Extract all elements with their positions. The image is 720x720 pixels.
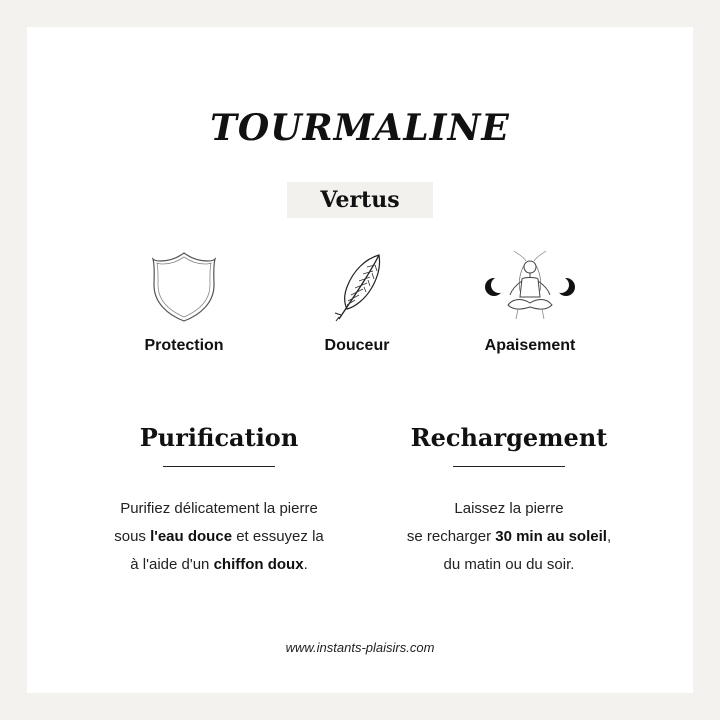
text-fragment: sous	[114, 528, 151, 545]
page-title: TOURMALINE	[210, 107, 510, 149]
text-emphasis: chiffon doux	[213, 556, 304, 573]
purification-text	[69, 495, 369, 579]
purification-divider	[163, 466, 275, 467]
text-fragment: à l'aide d'un	[130, 556, 214, 573]
info-card	[27, 27, 693, 693]
recharge-section	[359, 422, 659, 579]
recharge-title: Rechargement	[410, 423, 608, 452]
recharge-text	[359, 495, 659, 579]
text-emphasis: l'eau douce	[150, 528, 233, 545]
purification-line-3	[69, 551, 369, 579]
section-label-text: Vertus	[320, 187, 400, 213]
virtue-label: Protection	[144, 337, 224, 354]
section-label-vertus	[287, 182, 433, 218]
recharge-line-1: Laissez la pierre	[454, 500, 564, 517]
virtue-douceur	[277, 247, 437, 355]
website-url: www.instants-plaisirs.com	[285, 640, 435, 655]
virtue-label: Apaisement	[484, 337, 576, 354]
virtue-label: Douceur	[324, 337, 390, 354]
text-fragment: ,	[606, 528, 612, 545]
text-emphasis: 30 min au soleil	[495, 528, 607, 545]
text-fragment: et essuyez la	[232, 528, 324, 545]
purification-title: Purification	[139, 423, 299, 452]
virtue-protection	[104, 247, 264, 355]
purification-line-2	[69, 523, 369, 551]
purification-section	[69, 422, 369, 579]
text-fragment: .	[303, 556, 308, 573]
recharge-line-2	[359, 523, 659, 551]
shield-icon	[144, 247, 224, 327]
purification-line-1: Purifiez délicatement la pierre	[120, 500, 318, 517]
text-fragment: se recharger	[406, 528, 496, 545]
recharge-line-3: du matin ou du soir.	[443, 556, 575, 573]
recharge-divider	[453, 466, 565, 467]
virtue-apaisement	[450, 247, 610, 355]
feather-icon	[317, 247, 397, 327]
meditation-moon-icon	[480, 247, 580, 327]
